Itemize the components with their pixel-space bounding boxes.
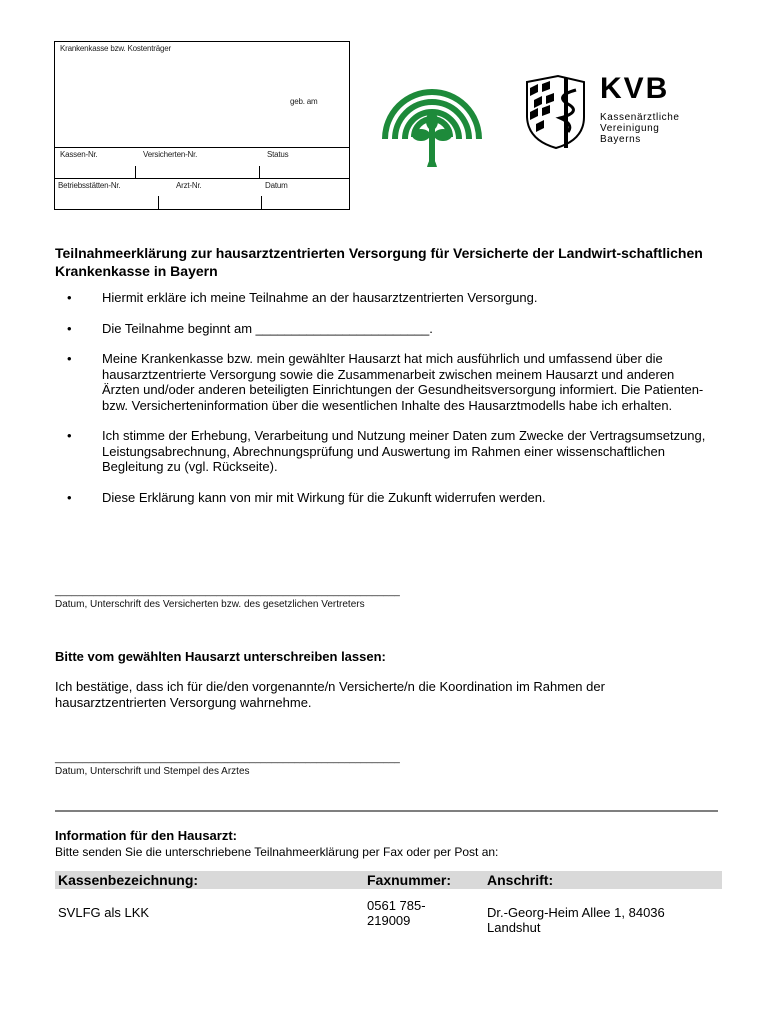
label-status: Status — [267, 150, 289, 159]
label-betriebsstaetten-nr: Betriebsstätten-Nr. — [58, 181, 121, 190]
label-insurer: Krankenkasse bzw. Kostenträger — [60, 44, 171, 53]
header-anschrift: Anschrift: — [487, 872, 554, 888]
kvb-line-1: Kassenärztliche — [600, 112, 680, 123]
cell-kasse: SVLFG als LKK — [58, 905, 150, 920]
label-kassen-nr: Kassen-Nr. — [60, 150, 98, 159]
list-item: • Die Teilnahme beginnt am ________________________. — [67, 320, 433, 336]
label-versicherten-nr: Versicherten-Nr. — [143, 150, 198, 159]
kvb-crest-icon — [524, 72, 590, 152]
lkk-logo — [377, 69, 487, 169]
label-born: geb. am — [290, 97, 318, 106]
insurance-card-form — [54, 41, 350, 210]
cell-fax-line-2: 219009 — [367, 913, 411, 928]
kvb-line-3: Bayerns — [600, 134, 641, 145]
header-kassenbezeichnung: Kassenbezeichnung: — [58, 872, 199, 888]
kvb-line-2: Vereinigung — [600, 123, 660, 134]
document-title: Teilnahmeerklärung zur hausarztzentrierten Versorgung für Versicherte der Landwirt-schaftlichen Krankenkasse in Bayern — [55, 245, 703, 279]
declaration-list — [55, 290, 715, 520]
list-item: • Ich stimme der Erhebung, Verarbeitung und Nutzung meiner Daten zum Zwecke der Vertragsumsetzung, Leistungsabrechnung, Abrechnungsprüfung und Auswertung im Rahmen einer wissenschaftlichen Begleitung zu (vgl. Rückseite). — [67, 428, 706, 474]
label-datum: Datum — [265, 181, 288, 190]
list-item: • Diese Erklärung kann von mir mit Wirkung für die Zukunft widerrufen werden. — [67, 489, 546, 505]
signature-doctor-caption: Datum, Unterschrift und Stempel des Arztes — [55, 766, 250, 777]
list-item: • Meine Krankenkasse bzw. mein gewählter Hausarzt hat mich ausführlich und umfassend über die hausarztzentrierte Versorgung sowie die Zusammenarbeit zwischen meinem Hausarzt und anderen Ärzten und/oder anderen beteiligten Einrichtungen der Gesundheitsversorgung informiert. Die Patienten- bzw. Versicherteninformation über die wesentlichen Inhalte des Hausarztmodells habe ich erhalten. — [67, 351, 704, 413]
signature-insured-caption: Datum, Unterschrift des Versicherten bzw. des gesetzlichen Vertreters — [55, 599, 365, 610]
signature-line-insured: ______________________________________________________________ — [55, 586, 400, 597]
info-text: Bitte senden Sie die unterschriebene Teilnahmeerklärung per Fax oder per Post an: — [55, 845, 499, 859]
header-faxnummer: Faxnummer: — [367, 872, 452, 888]
kvb-logo — [524, 72, 704, 152]
cell-fax-line-1: 0561 785- — [367, 898, 426, 913]
kvb-name: KVB — [600, 72, 670, 105]
card-divider-1 — [55, 147, 349, 148]
signature-line-doctor: ______________________________________________________________ — [55, 753, 400, 764]
list-item: • Hiermit erkläre ich meine Teilnahme an der hausarztzentrierten Versorgung. — [67, 290, 538, 305]
doctor-heading: Bitte vom gewählten Hausarzt unterschreiben lassen: — [55, 649, 386, 664]
cell-address-line-2: Landshut — [487, 920, 541, 935]
label-arzt-nr: Arzt-Nr. — [176, 181, 202, 190]
card-divider-2 — [55, 178, 349, 179]
info-title: Information für den Hausarzt: — [55, 828, 238, 843]
cell-address-line-1: Dr.-Georg-Heim Allee 1, 84036 — [487, 905, 665, 920]
divider — [55, 810, 718, 812]
doctor-confirmation: Ich bestätige, dass ich für die/den vorgenannte/n Versicherte/n die Koordination im Rahmen der hausarztzentrierten Versorgung wahrnehme. — [55, 679, 605, 710]
